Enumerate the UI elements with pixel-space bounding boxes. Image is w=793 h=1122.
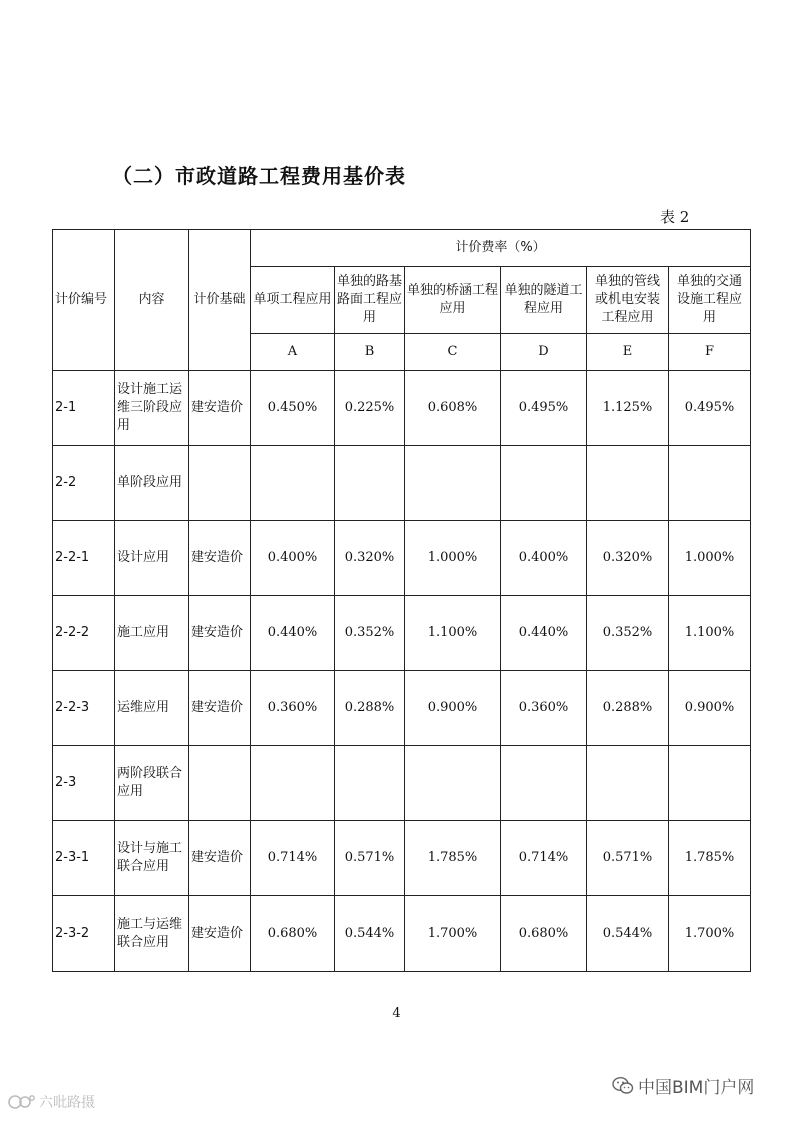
header-basis: 计价基础 bbox=[189, 230, 251, 371]
rate-cell-b: 0.320% bbox=[335, 521, 405, 596]
rate-cell-e bbox=[587, 446, 669, 521]
row-code: 2-3-1 bbox=[53, 821, 115, 896]
rate-cell-f: 1.000% bbox=[669, 521, 751, 596]
header-letter-b: B bbox=[335, 334, 405, 371]
watermark-left bbox=[8, 1092, 95, 1112]
document-heading: （二）市政道路工程费用基价表 bbox=[112, 164, 406, 188]
rate-cell-b bbox=[335, 446, 405, 521]
rate-cell-e: 0.571% bbox=[587, 821, 669, 896]
rate-cell-c: 1.785% bbox=[405, 821, 501, 896]
rate-cell-f bbox=[669, 746, 751, 821]
rate-cell-d: 0.360% bbox=[501, 671, 587, 746]
table-row bbox=[53, 896, 751, 972]
rate-cell-d bbox=[501, 746, 587, 821]
rate-cell-e: 0.544% bbox=[587, 896, 669, 972]
table-row bbox=[53, 446, 751, 521]
rate-cell-a: 0.360% bbox=[251, 671, 335, 746]
row-code: 2-3 bbox=[53, 746, 115, 821]
header-rate-label-c: 单独的桥涵工程应用 bbox=[405, 267, 501, 334]
rate-cell-b bbox=[335, 746, 405, 821]
header-letter-a: A bbox=[251, 334, 335, 371]
watermark-right-text: 中国BIM门户网 bbox=[638, 1078, 755, 1098]
rate-cell-d: 0.400% bbox=[501, 521, 587, 596]
wechat-icon bbox=[612, 1076, 634, 1096]
row-content: 设计与施工联合应用 bbox=[115, 821, 189, 896]
rate-cell-c: 1.000% bbox=[405, 521, 501, 596]
rate-cell-e: 0.288% bbox=[587, 671, 669, 746]
rate-cell-c bbox=[405, 446, 501, 521]
table-number-label: 表 2 bbox=[660, 208, 690, 226]
row-basis: 建安造价 bbox=[189, 671, 251, 746]
rate-cell-d: 0.714% bbox=[501, 821, 587, 896]
header-rate-label-f: 单独的交通设施工程应用 bbox=[669, 267, 751, 334]
rate-cell-f: 0.900% bbox=[669, 671, 751, 746]
rate-cell-a bbox=[251, 746, 335, 821]
rate-cell-d: 0.440% bbox=[501, 596, 587, 671]
rate-cell-d bbox=[501, 446, 587, 521]
header-letter-f: F bbox=[669, 334, 751, 371]
rate-cell-a: 0.680% bbox=[251, 896, 335, 972]
table-row bbox=[53, 821, 751, 896]
rate-cell-a: 0.400% bbox=[251, 521, 335, 596]
fee-table bbox=[52, 229, 751, 972]
rate-cell-c: 0.608% bbox=[405, 371, 501, 446]
table-row bbox=[53, 596, 751, 671]
rate-cell-a bbox=[251, 446, 335, 521]
rate-cell-f bbox=[669, 446, 751, 521]
rate-cell-f: 1.700% bbox=[669, 896, 751, 972]
row-content: 运维应用 bbox=[115, 671, 189, 746]
rate-cell-c: 0.900% bbox=[405, 671, 501, 746]
row-basis bbox=[189, 446, 251, 521]
row-content: 施工与运维联合应用 bbox=[115, 896, 189, 972]
row-basis: 建安造价 bbox=[189, 596, 251, 671]
header-letter-d: D bbox=[501, 334, 587, 371]
row-code: 2-2 bbox=[53, 446, 115, 521]
rate-cell-b: 0.225% bbox=[335, 371, 405, 446]
row-basis: 建安造价 bbox=[189, 521, 251, 596]
row-content: 单阶段应用 bbox=[115, 446, 189, 521]
header-rate-label-b: 单独的路基路面工程应用 bbox=[335, 267, 405, 334]
header-letter-e: E bbox=[587, 334, 669, 371]
rate-cell-c bbox=[405, 746, 501, 821]
page-number: 4 bbox=[392, 1006, 401, 1021]
header-rate-label-e: 单独的管线或机电安装工程应用 bbox=[587, 267, 669, 334]
rate-cell-d: 0.680% bbox=[501, 896, 587, 972]
row-content: 设计施工运维三阶段应用 bbox=[115, 371, 189, 446]
row-basis bbox=[189, 746, 251, 821]
watermark-right bbox=[612, 1073, 754, 1098]
row-code: 2-3-2 bbox=[53, 896, 115, 972]
table-row bbox=[53, 671, 751, 746]
rate-cell-f: 1.785% bbox=[669, 821, 751, 896]
row-code: 2-1 bbox=[53, 371, 115, 446]
header-rate-group: 计价费率（%） bbox=[251, 230, 751, 267]
rate-cell-a: 0.440% bbox=[251, 596, 335, 671]
row-content: 施工应用 bbox=[115, 596, 189, 671]
header-rate-label-a: 单项工程应用 bbox=[251, 267, 335, 334]
rate-cell-b: 0.288% bbox=[335, 671, 405, 746]
row-code: 2-2-1 bbox=[53, 521, 115, 596]
header-letter-c: C bbox=[405, 334, 501, 371]
rate-cell-e bbox=[587, 746, 669, 821]
table-row bbox=[53, 371, 751, 446]
rate-cell-a: 0.450% bbox=[251, 371, 335, 446]
watermark-left-text: 六吡路摄 bbox=[39, 1095, 95, 1111]
rate-cell-c: 1.700% bbox=[405, 896, 501, 972]
rate-cell-f: 0.495% bbox=[669, 371, 751, 446]
row-basis: 建安造价 bbox=[189, 371, 251, 446]
camera-logo-icon bbox=[8, 1094, 36, 1110]
header-row-group bbox=[53, 230, 751, 267]
rate-cell-c: 1.100% bbox=[405, 596, 501, 671]
rate-cell-a: 0.714% bbox=[251, 821, 335, 896]
row-code: 2-2-3 bbox=[53, 671, 115, 746]
row-basis: 建安造价 bbox=[189, 821, 251, 896]
rate-cell-f: 1.100% bbox=[669, 596, 751, 671]
row-basis: 建安造价 bbox=[189, 896, 251, 972]
rate-cell-b: 0.544% bbox=[335, 896, 405, 972]
header-rate-label-d: 单独的隧道工程应用 bbox=[501, 267, 587, 334]
row-content: 两阶段联合应用 bbox=[115, 746, 189, 821]
rate-cell-d: 0.495% bbox=[501, 371, 587, 446]
row-content: 设计应用 bbox=[115, 521, 189, 596]
rate-cell-e: 0.352% bbox=[587, 596, 669, 671]
rate-cell-e: 0.320% bbox=[587, 521, 669, 596]
rate-cell-b: 0.571% bbox=[335, 821, 405, 896]
table-row bbox=[53, 521, 751, 596]
header-content: 内容 bbox=[115, 230, 189, 371]
rate-cell-e: 1.125% bbox=[587, 371, 669, 446]
rate-cell-b: 0.352% bbox=[335, 596, 405, 671]
table-row bbox=[53, 746, 751, 821]
row-code: 2-2-2 bbox=[53, 596, 115, 671]
header-code: 计价编号 bbox=[53, 230, 115, 371]
